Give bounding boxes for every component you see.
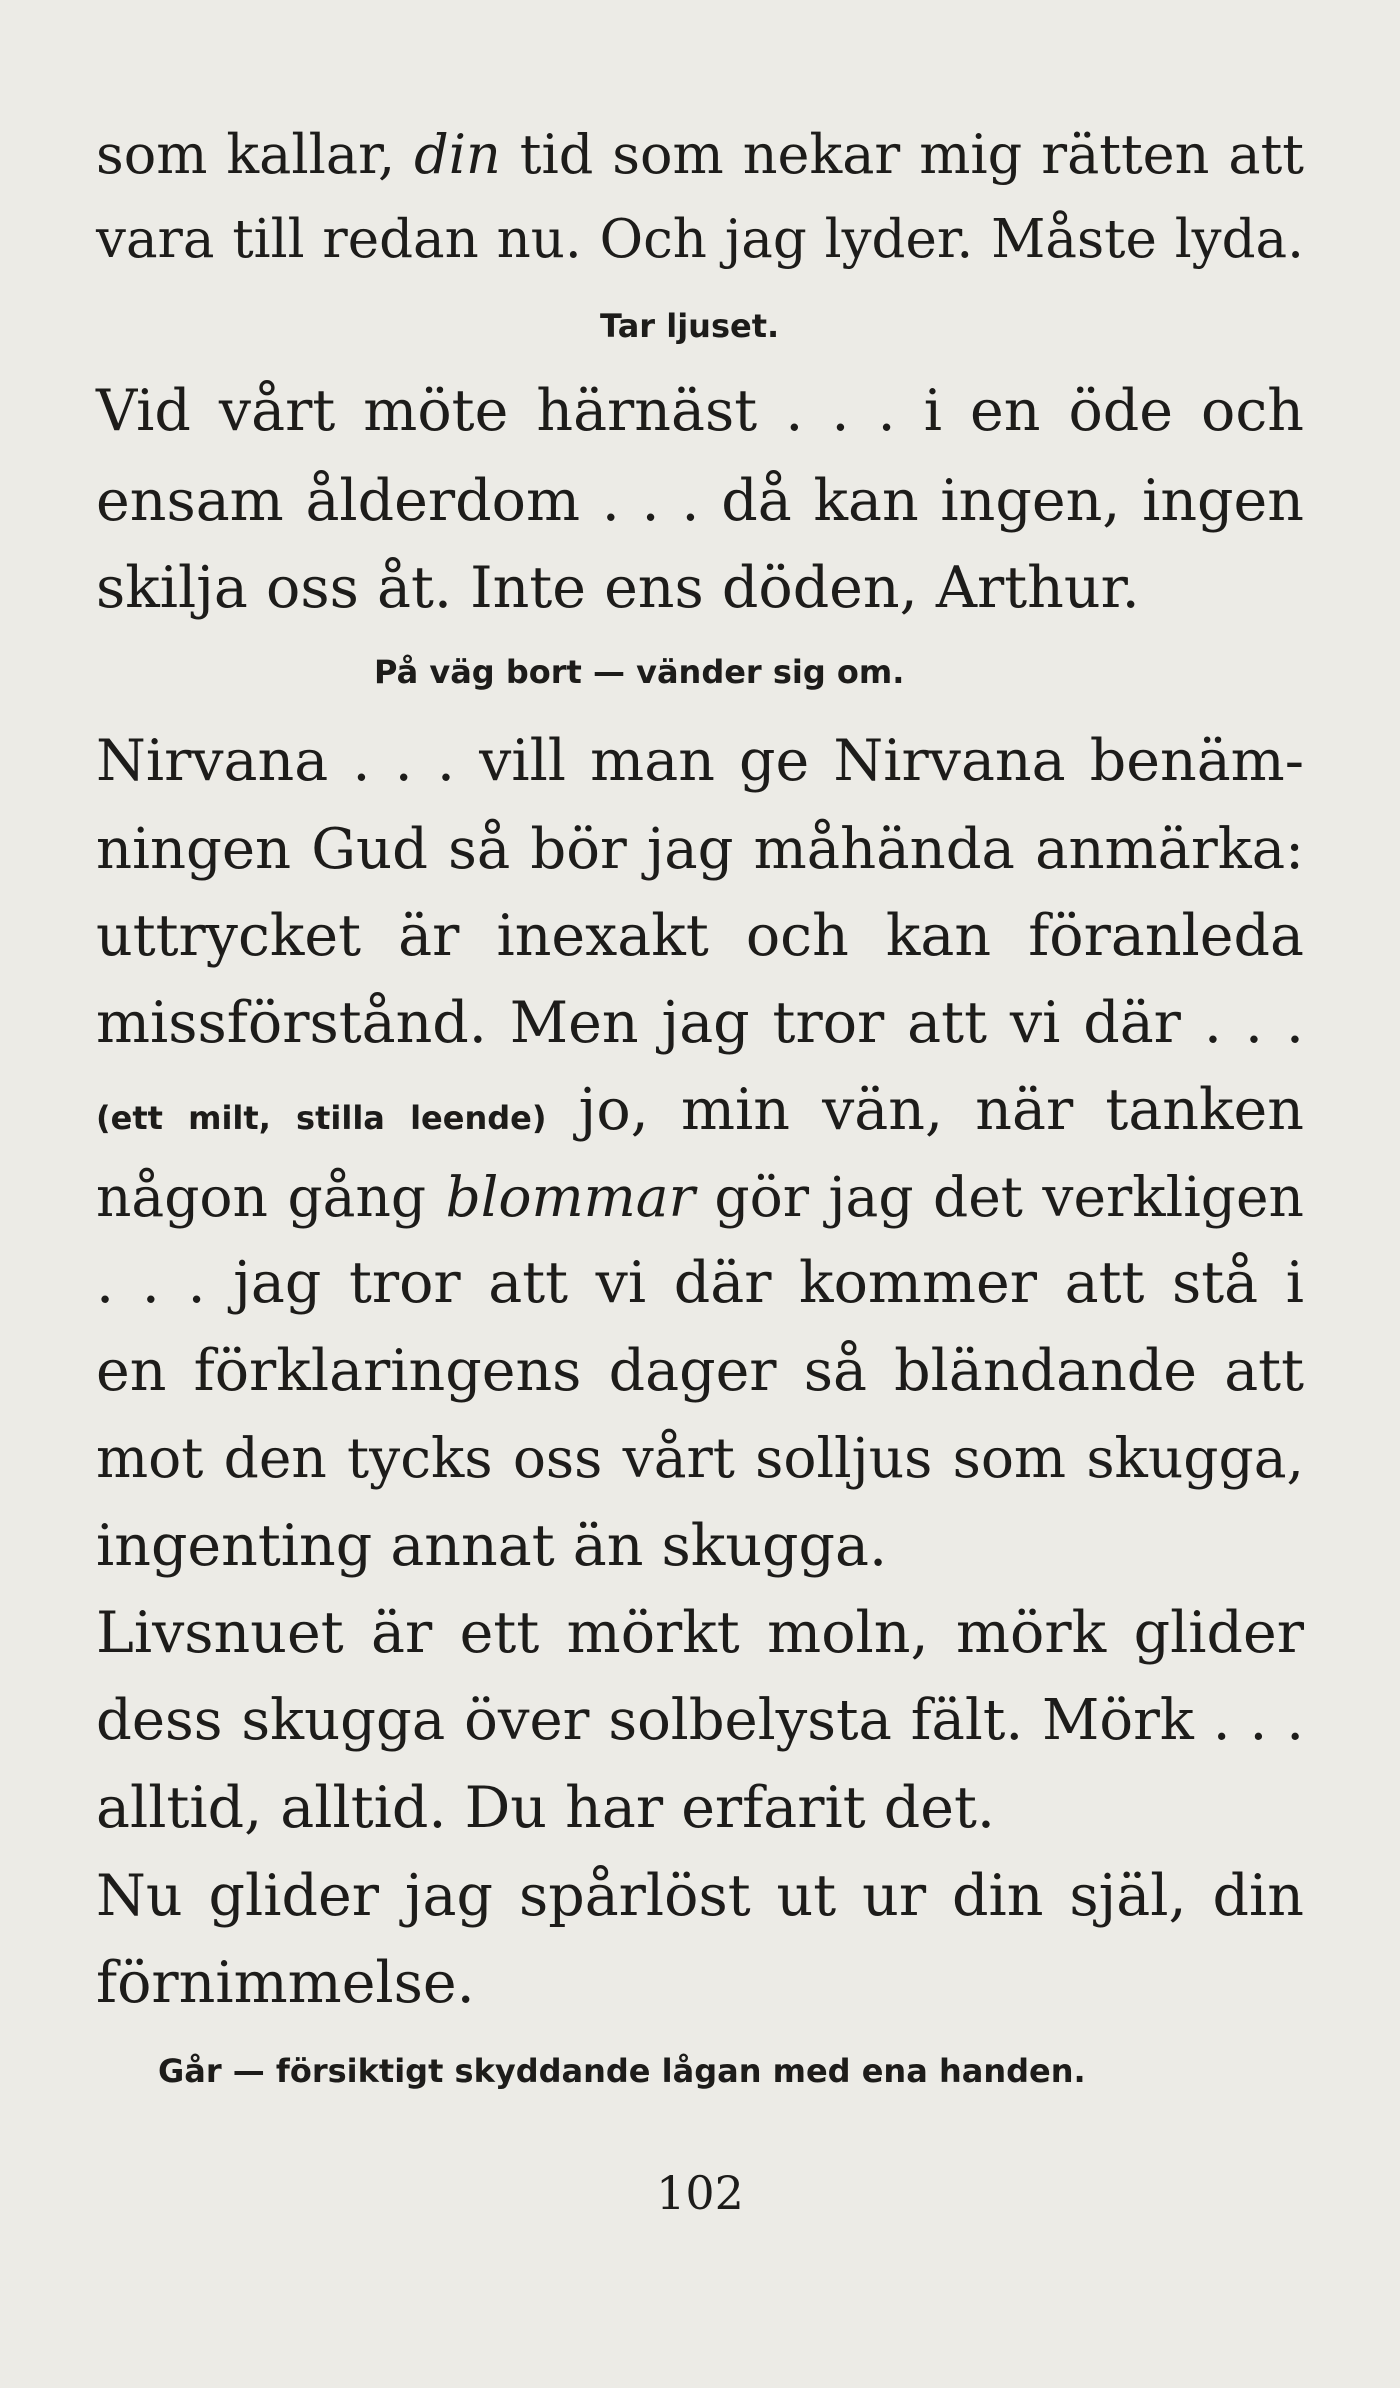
text-line: vara till redan nu. Och jag lyder. Måste lyda. [96,209,1304,270]
text-line: Nirvana . . . vill man ge Nirvana benäm- [96,728,1304,794]
text-line: alltid, alltid. Du har erfarit det. [96,1775,996,1841]
text-line: skilja oss åt. Inte ens döden, Arthur. [96,555,1140,621]
text-line [96,1077,1304,1143]
text-line: mot den tycks oss vårt solljus som skugga, [96,1426,1304,1490]
stage-direction: Tar ljuset. [600,307,780,345]
text-line: Vid vårt möte härnäst . . . i en öde och [96,378,1304,444]
text-line: ensam ålderdom . . . då kan ingen, ingen [96,468,1304,534]
text-line: en förklaringens dager så bländande att [96,1338,1304,1404]
text-line: ningen Gud så bör jag måhända anmärka: [96,817,1304,882]
inline-stage-direction: (ett milt, stilla leende) [96,1099,547,1137]
text-segment: någon gång [96,1165,446,1229]
text-segment: som kallar, [96,123,415,186]
text-line: förnimmelse. [96,1950,475,2016]
page-number: 102 [656,2166,744,2220]
text-line [96,123,1304,186]
text-segment: tid som nekar mig rätten att [500,123,1304,186]
text-line: uttrycket är inexakt och kan föranleda [96,903,1304,969]
text-segment: gör jag det verkligen [694,1165,1304,1229]
text-segment: jo, min vän, när tanken [546,1077,1304,1143]
text-line [96,1165,1304,1229]
text-line: Nu glider jag spårlöst ut ur din själ, din [96,1863,1304,1929]
text-line: missförstånd. Men jag tror att vi där . . . [96,990,1304,1056]
emphasized-word: blommar [445,1165,695,1229]
text-line: . . . jag tror att vi där kommer att stå i [96,1250,1304,1316]
stage-direction: Går — försiktigt skyddande lågan med ena handen. [158,2052,1086,2090]
emphasized-word: din [414,123,501,186]
stage-direction: På väg bort — vänder sig om. [374,653,905,691]
text-line: Livsnuet är ett mörkt moln, mörk glider [96,1600,1304,1666]
text-line: ingenting annat än skugga. [96,1513,888,1579]
text-line: dess skugga över solbelysta fält. Mörk . . . [96,1688,1304,1753]
